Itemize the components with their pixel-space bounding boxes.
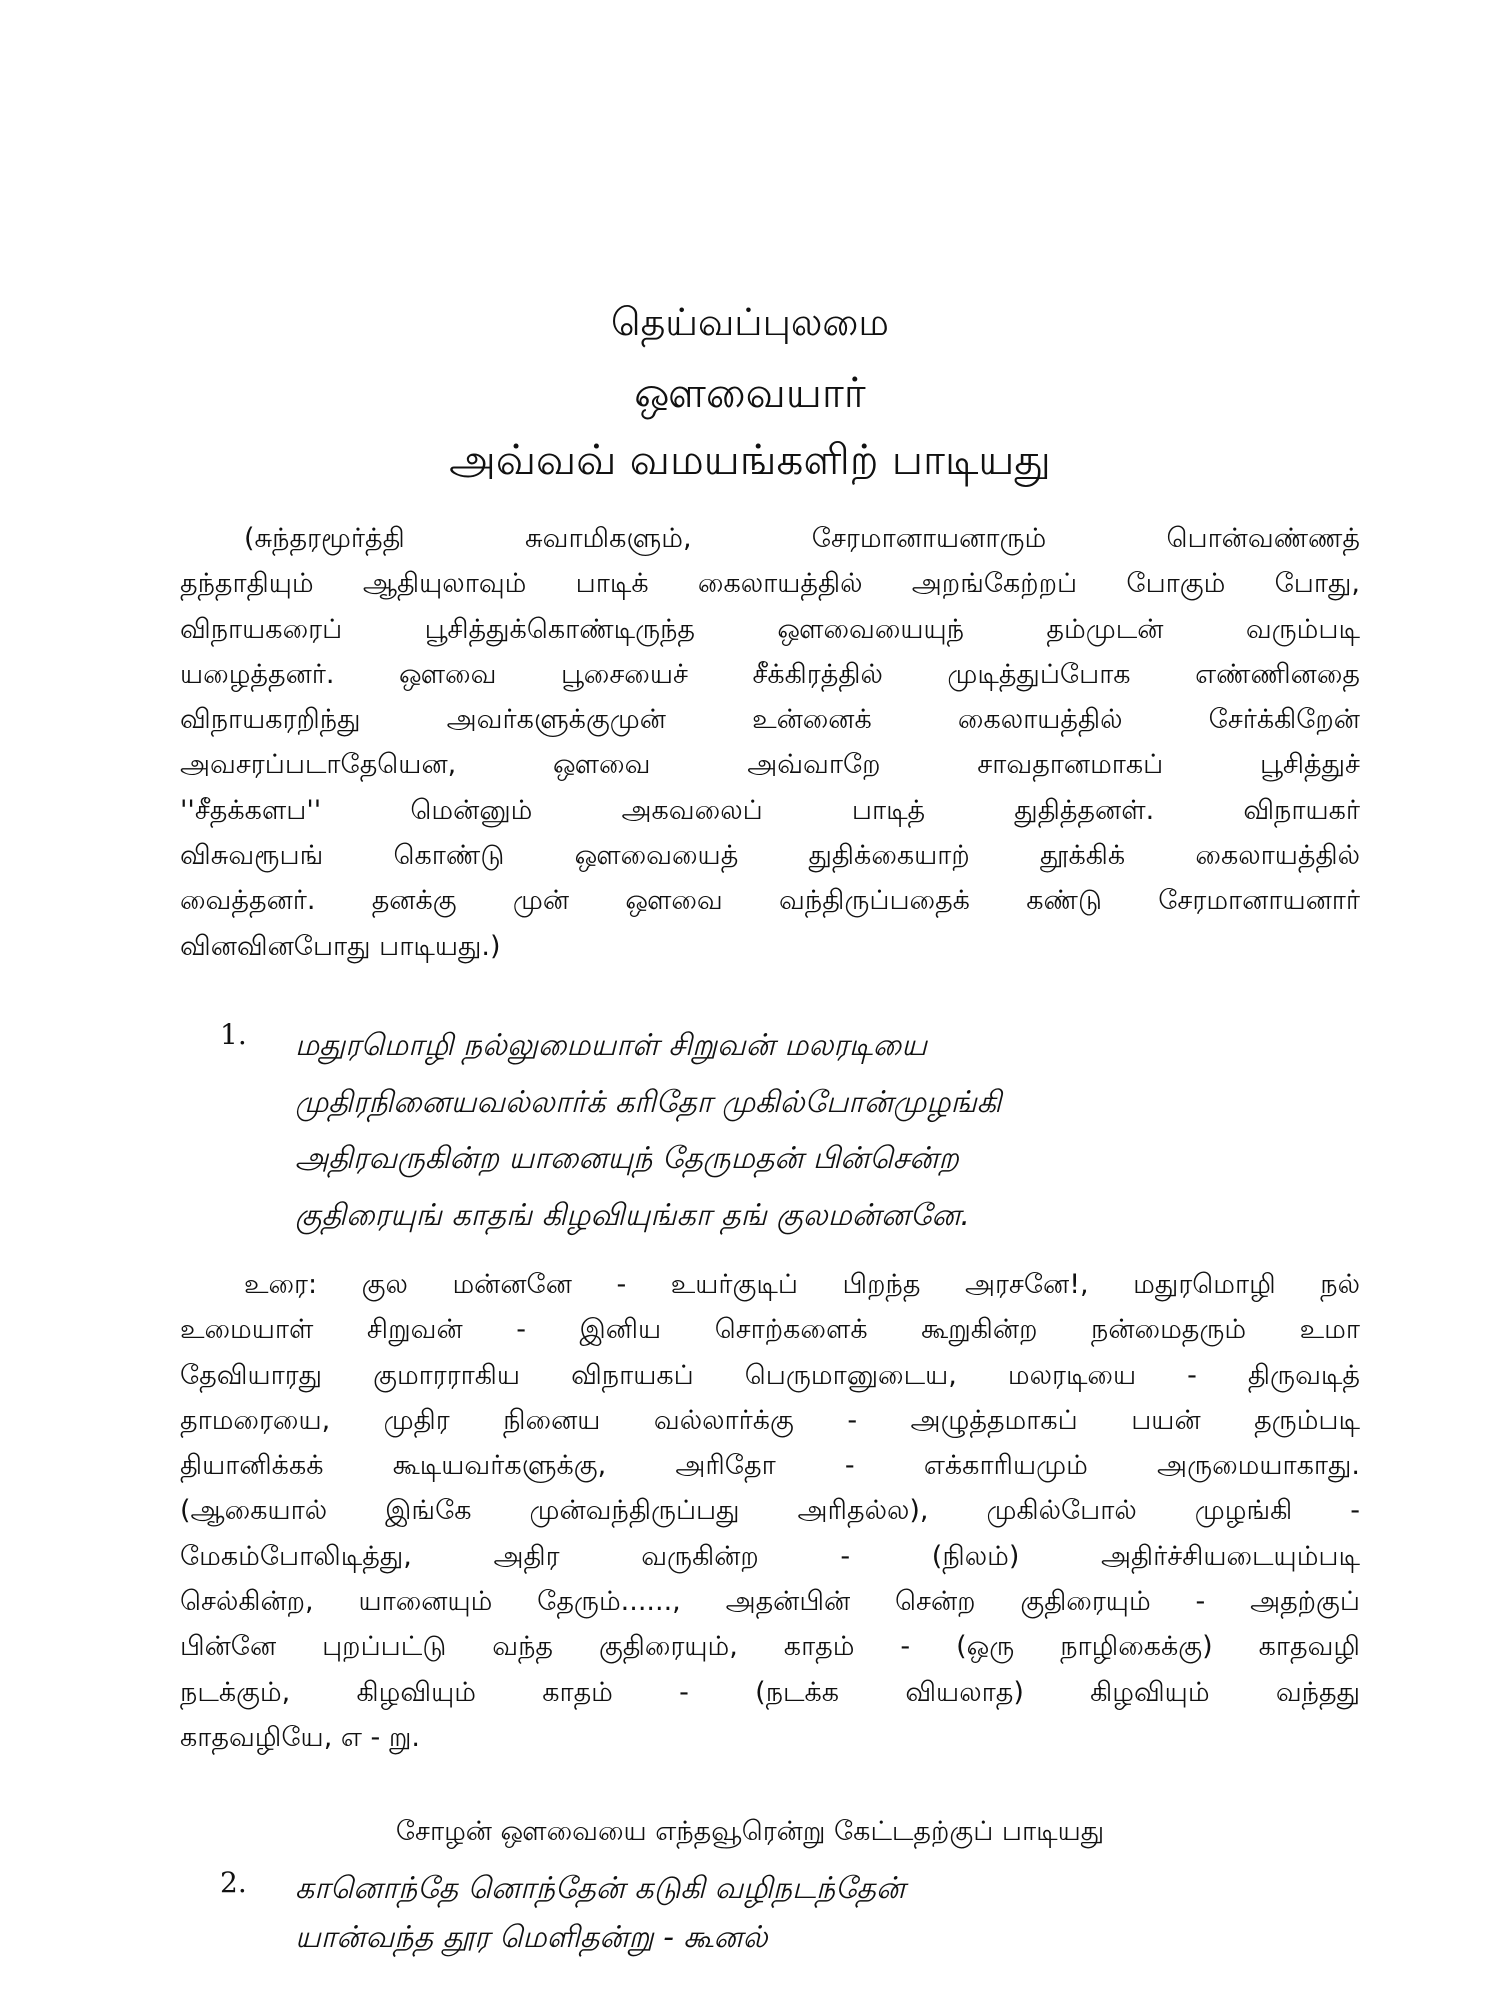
commentary-line: தேவியாரது குமாரராகிய விநாயகப் பெருமானுடைய, மலரடியை - திருவடித் (180, 1359, 1360, 1391)
chapter-title: அவ்வவ் வமயங்களிற் பாடியது (449, 435, 1051, 484)
commentary-line: பின்னே புறப்பட்டு வந்த குதிரையும், காதம் - (ஒரு நாழிகைக்கு) காதவழி (180, 1631, 1360, 1663)
commentary-line: தியானிக்கக் கூடியவர்களுக்கு, அரிதோ - எக்காரியமும் அருமையாகாது. (180, 1450, 1360, 1482)
intro-line: ''சீதக்களப'' மென்னும் அகவலைப் பாடித் துதித்தனள். விநாயகர் (180, 794, 1360, 826)
verse-2 (220, 1864, 1320, 1962)
verse-line: கானொந்தே னொந்தேன் கடுகி வழிநடந்தேன் (295, 1871, 906, 1906)
intro-line: விநாயகரைப் பூசித்துக்கொண்டிருந்த ஔவையையுந் தம்முடன் வரும்படி (180, 613, 1360, 645)
commentary-paragraph (180, 1262, 1360, 1760)
intro-line: விநாயகரறிந்து அவர்களுக்குமுன் உன்னைக் கைலாயத்தில் சேர்க்கிறேன் (180, 704, 1360, 736)
commentary-line: தாமரையை, முதிர நினைய வல்லார்க்கு - அழுத்தமாகப் பயன் தரும்படி (180, 1404, 1360, 1436)
verse-line: யான்வந்த தூர மெளிதன்று - கூனல் (295, 1920, 768, 1955)
commentary-line: காதவழியே, எ - று. (180, 1721, 420, 1753)
intro-line: யழைத்தனர். ஔவை பூசையைச் சீக்கிரத்தில் முடித்துப்போக எண்ணினதை (180, 658, 1360, 690)
intro-line: வைத்தனர். தனக்கு முன் ஔவை வந்திருப்பதைக் கண்டு சேரமானாயனார் (180, 885, 1360, 917)
intro-line: தந்தாதியும் ஆதியுலாவும் பாடிக் கைலாயத்தில் அறங்கேற்றப் போகும் போது, (180, 568, 1360, 600)
intro-line: வினவினபோது பாடியது.) (180, 930, 501, 962)
section-title: தெய்வப்புலமை (611, 300, 889, 344)
verse-line: அதிரவருகின்ற யானையுந் தேருமதன் பின்சென்ற (295, 1141, 959, 1176)
verse-line: குதிரையுங் காதங் கிழவியுங்கா தங் குலமன்னனே. (295, 1197, 970, 1233)
verse-line: முதிரநினையவல்லார்க் கரிதோ முகில்போன்முழங்கி (295, 1084, 1002, 1120)
verse-1 (220, 1018, 1320, 1244)
verse-number: 1. (220, 1018, 247, 1051)
author-title: ஔவையார் (634, 368, 866, 417)
commentary-line: நடக்கும், கிழவியும் காதம் - (நடக்க வியலாத) கிழவியும் வந்தது (180, 1676, 1360, 1708)
verse-number: 2. (220, 1866, 247, 1899)
commentary-line: உமையாள் சிறுவன் - இனிய சொற்களைக் கூறுகின்ற நன்மைதரும் உமா (180, 1314, 1360, 1346)
commentary-line: மேகம்போலிடித்து, அதிர வருகின்ற - (நிலம்) அதிர்ச்சியடையும்படி (180, 1540, 1360, 1572)
intro-line: அவசரப்படாதேயென, ஔவை அவ்வாறே சாவதானமாகப் பூசித்துச் (180, 749, 1360, 781)
intro-line: (சுந்தரமூர்த்தி சுவாமிகளும், சேரமானாயனாரும் பொன்வண்ணத் (244, 523, 1360, 554)
intro-paragraph (180, 516, 1360, 969)
commentary-line: (ஆகையால் இங்கே முன்வந்திருப்பது அரிதல்ல), முகில்போல் முழங்கி - (180, 1495, 1360, 1527)
commentary-line: செல்கின்ற, யானையும் தேரும்......, அதன்பின் சென்ற குதிரையும் - அதற்குப் (180, 1586, 1360, 1618)
verse-2-heading: சோழன் ஔவையை எந்தவூரென்று கேட்டதற்குப் பாடியது (395, 1816, 1105, 1847)
verse-line: மதுரமொழி நல்லுமையாள் சிறுவன் மலரடியை (295, 1028, 927, 1063)
intro-line: விசுவரூபங் கொண்டு ஔவையைத் துதிக்கையாற் தூக்கிக் கைலாயத்தில் (180, 840, 1360, 872)
commentary-line: உரை: குல மன்னனே - உயர்குடிப் பிறந்த அரசனே!, மதுரமொழி நல் (244, 1269, 1360, 1300)
